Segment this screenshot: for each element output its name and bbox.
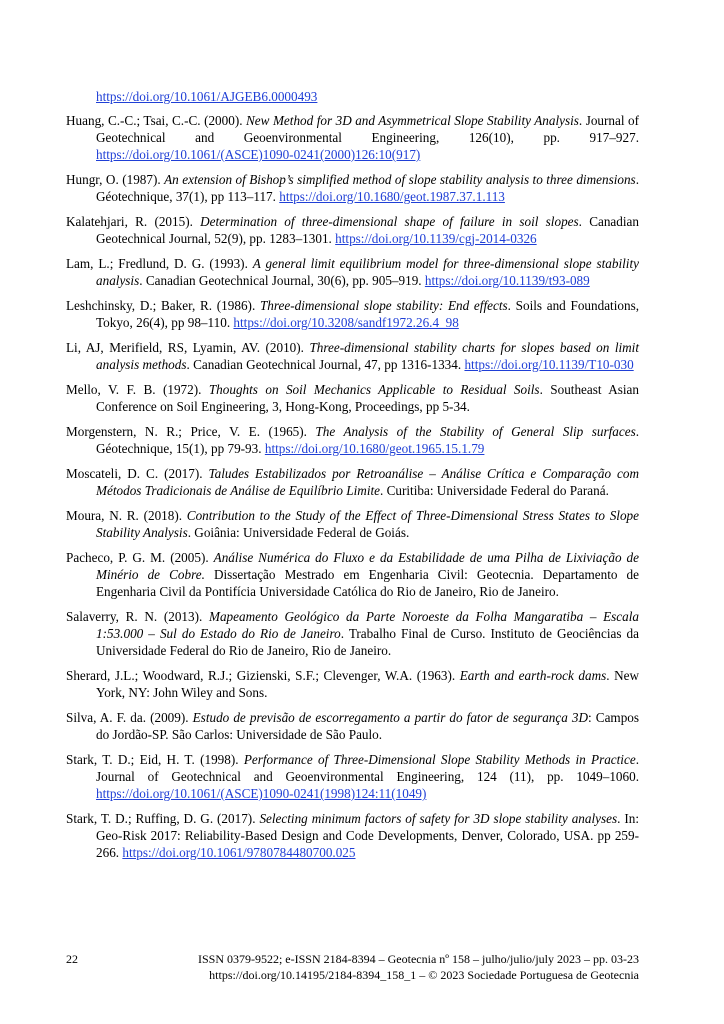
reference-entry [66, 549, 639, 600]
reference-title: Estudo de previsão de escorregamento a partir do fator de segurança 3D [192, 710, 589, 725]
reference-authors: Silva, A. F. da. (2009). [66, 710, 193, 725]
page-footer [66, 951, 639, 983]
reference-authors: Huang, C.-C.; Tsai, C.-C. (2000). [66, 113, 247, 128]
reference-title: A general limit equilibrium model for three-dimensional slope stability analysis [96, 256, 639, 288]
reference-entry [66, 255, 639, 289]
reference-details: . Southeast Asian Conference on Soil Engineering, 3, Hong-Kong, Proceedings, pp 5-34. [96, 382, 639, 414]
reference-title: Contribution to the Study of the Effect of Three-Dimensional Stress States to Slope Stability Analysis [96, 508, 639, 540]
journal-citation: ISSN 0379-9522; e-ISSN 2184-8394 – Geotecnia nº 158 – julho/julio/july 2023 – pp. 03-23 [197, 952, 639, 966]
reference-entry [66, 112, 639, 163]
reference-title: Three-dimensional slope stability: End effects [259, 298, 508, 313]
reference-details: . Canadian Geotechnical Journal, 47, pp 1316-1334. [186, 357, 465, 372]
doi-link[interactable]: https://doi.org/10.1680/geot.1965.15.1.79 [264, 441, 485, 456]
reference-authors: Hungr, O. (1987). [66, 172, 165, 187]
doi-link[interactable]: https://doi.org/10.1061/9780784480700.025 [122, 845, 356, 860]
reference-details: . Géotechnique, 15(1), pp 79-93. [96, 424, 639, 456]
reference-title: Performance of Three-Dimensional Slope Stability Methods in Practice [243, 752, 636, 767]
page-number: 22 [66, 952, 78, 966]
reference-title: Análise Numérica do Fluxo e da Estabilidade de uma Pilha de Lixiviação de Minério de Cobre. [96, 550, 639, 582]
reference-title: New Method for 3D and Asymmetrical Slope Stability Analysis [246, 113, 579, 128]
reference-authors: Stark, T. D.; Eid, H. T. (1998). [66, 752, 244, 767]
reference-entry [66, 171, 639, 205]
doi-link[interactable]: https://doi.org/10.1061/(ASCE)1090-0241(1998)124:11(1049) [96, 786, 427, 801]
reference-authors: Pacheco, P. G. M. (2005). [66, 550, 214, 565]
reference-details: . Goiânia: Universidade Federal de Goiás. [187, 525, 410, 540]
reference-details: . New York, NY: John Wiley and Sons. [96, 668, 639, 700]
reference-authors: Stark, T. D.; Ruffing, D. G. (2017). [66, 811, 260, 826]
reference-details: . Journal of Geotechnical and Geoenvironmental Engineering, 126(10), pp. 917–927. [96, 113, 640, 145]
reference-details: . Géotechnique, 37(1), pp 113–117. [96, 172, 639, 204]
reference-authors: Lam, L.; Fredlund, D. G. (1993). [66, 256, 253, 271]
reference-title: An extension of Bishop’s simplified method of slope stability analysis to three dimensions [164, 172, 636, 187]
reference-authors: Sherard, J.L.; Woodward, R.J.; Gizienski, S.F.; Clevenger, W.A. (1963). [66, 668, 460, 683]
doi-link[interactable]: https://doi.org/10.1061/(ASCE)1090-0241(2000)126:10(917) [96, 147, 421, 162]
reference-details: . In: Geo-Risk 2017: Reliability-Based Design and Code Developments, Denver, Colorado, USA. pp 259-266. [96, 811, 639, 860]
reference-title: Selecting minimum factors of safety for 3D slope stability analyses [259, 811, 618, 826]
journal-doi: https://doi.org/10.14195/2184-8394_158_1 – © 2023 Sociedade Portuguesa de Geotecnia [209, 968, 639, 982]
reference-title: Earth and earth-rock dams [459, 668, 607, 683]
reference-entry [66, 465, 639, 499]
reference-authors: Salaverry, R. N. (2013). [66, 609, 209, 624]
continued-reference [66, 88, 639, 105]
reference-title: Three-dimensional stability charts for slopes based on limit analysis methods [96, 340, 639, 372]
reference-entry [66, 213, 639, 247]
doi-link[interactable]: https://doi.org/10.3208/sandf1972.26.4_98 [233, 315, 459, 330]
reference-authors: Moura, N. R. (2018). [66, 508, 187, 523]
reference-title: Thoughts on Soil Mechanics Applicable to Residual Soils [208, 382, 540, 397]
reference-entry [66, 339, 639, 373]
reference-authors: Morgenstern, N. R.; Price, V. E. (1965). [66, 424, 316, 439]
references [66, 112, 639, 861]
reference-title: Mapeamento Geológico da Parte Noroeste da Folha Mangaratiba – Escala 1:53.000 – Sul do Estado do Rio de Janeiro [96, 609, 639, 641]
reference-details: : Campos do Jordão-SP. São Carlos: Universidade de São Paulo. [96, 710, 640, 742]
reference-authors: Li, AJ, Merifield, RS, Lyamin, AV. (2010). [66, 340, 310, 355]
reference-authors: Kalatehjari, R. (2015). [66, 214, 201, 229]
reference-title: Taludes Estabilizados por Retroanálise – Análise Crítica e Comparação com Métodos Tradicionais de Análise de Equilíbrio Limite [96, 466, 639, 498]
reference-details: . Soils and Foundations, Tokyo, 26(4), pp 98–110. [96, 298, 640, 330]
doi-link[interactable]: https://doi.org/10.1139/cgj-2014-0326 [335, 231, 537, 246]
reference-details: . Trabalho Final de Curso. Instituto de Geociências da Universidade Federal do Rio de Janeiro, Rio de Janeiro. [96, 626, 639, 658]
reference-authors: Leshchinsky, D.; Baker, R. (1986). [66, 298, 260, 313]
doi-link[interactable]: https://doi.org/10.1680/geot.1987.37.1.113 [279, 189, 505, 204]
doi-link[interactable]: https://doi.org/10.1139/t93-089 [424, 273, 590, 288]
reference-details: . Canadian Geotechnical Journal, 30(6), pp. 905–919. [139, 273, 425, 288]
reference-title: Determination of three-dimensional shape of failure in soil slopes [200, 214, 579, 229]
reference-entry [66, 709, 639, 743]
reference-entry [66, 810, 639, 861]
reference-details: . Journal of Geotechnical and Geoenvironmental Engineering, 124 (11), pp. 1049–1060. [96, 752, 639, 784]
reference-authors: Mello, V. F. B. (1972). [66, 382, 209, 397]
reference-entry [66, 667, 639, 701]
reference-entry [66, 751, 639, 802]
doi-link[interactable]: https://doi.org/10.1139/T10-030 [464, 357, 634, 372]
reference-entry [66, 608, 639, 659]
doi-link[interactable]: https://doi.org/10.1061/AJGEB6.0000493 [96, 89, 318, 104]
reference-entry [66, 381, 639, 415]
reference-list [66, 88, 639, 869]
reference-entry [66, 423, 639, 457]
reference-entry [66, 507, 639, 541]
reference-details: Dissertação Mestrado em Engenharia Civil: Geotecnia. Departamento de Engenharia Civil da Pontifícia Universidade Católica do Rio de Janeiro, Rio de Janeiro. [96, 567, 639, 599]
reference-authors: Moscateli, D. C. (2017). [66, 466, 209, 481]
reference-title: The Analysis of the Stability of General Slip surfaces [315, 424, 636, 439]
reference-entry [66, 297, 639, 331]
reference-details: . Curitiba: Universidade Federal do Paraná. [380, 483, 609, 498]
reference-details: . Canadian Geotechnical Journal, 52(9), pp. 1283–1301. [96, 214, 639, 246]
